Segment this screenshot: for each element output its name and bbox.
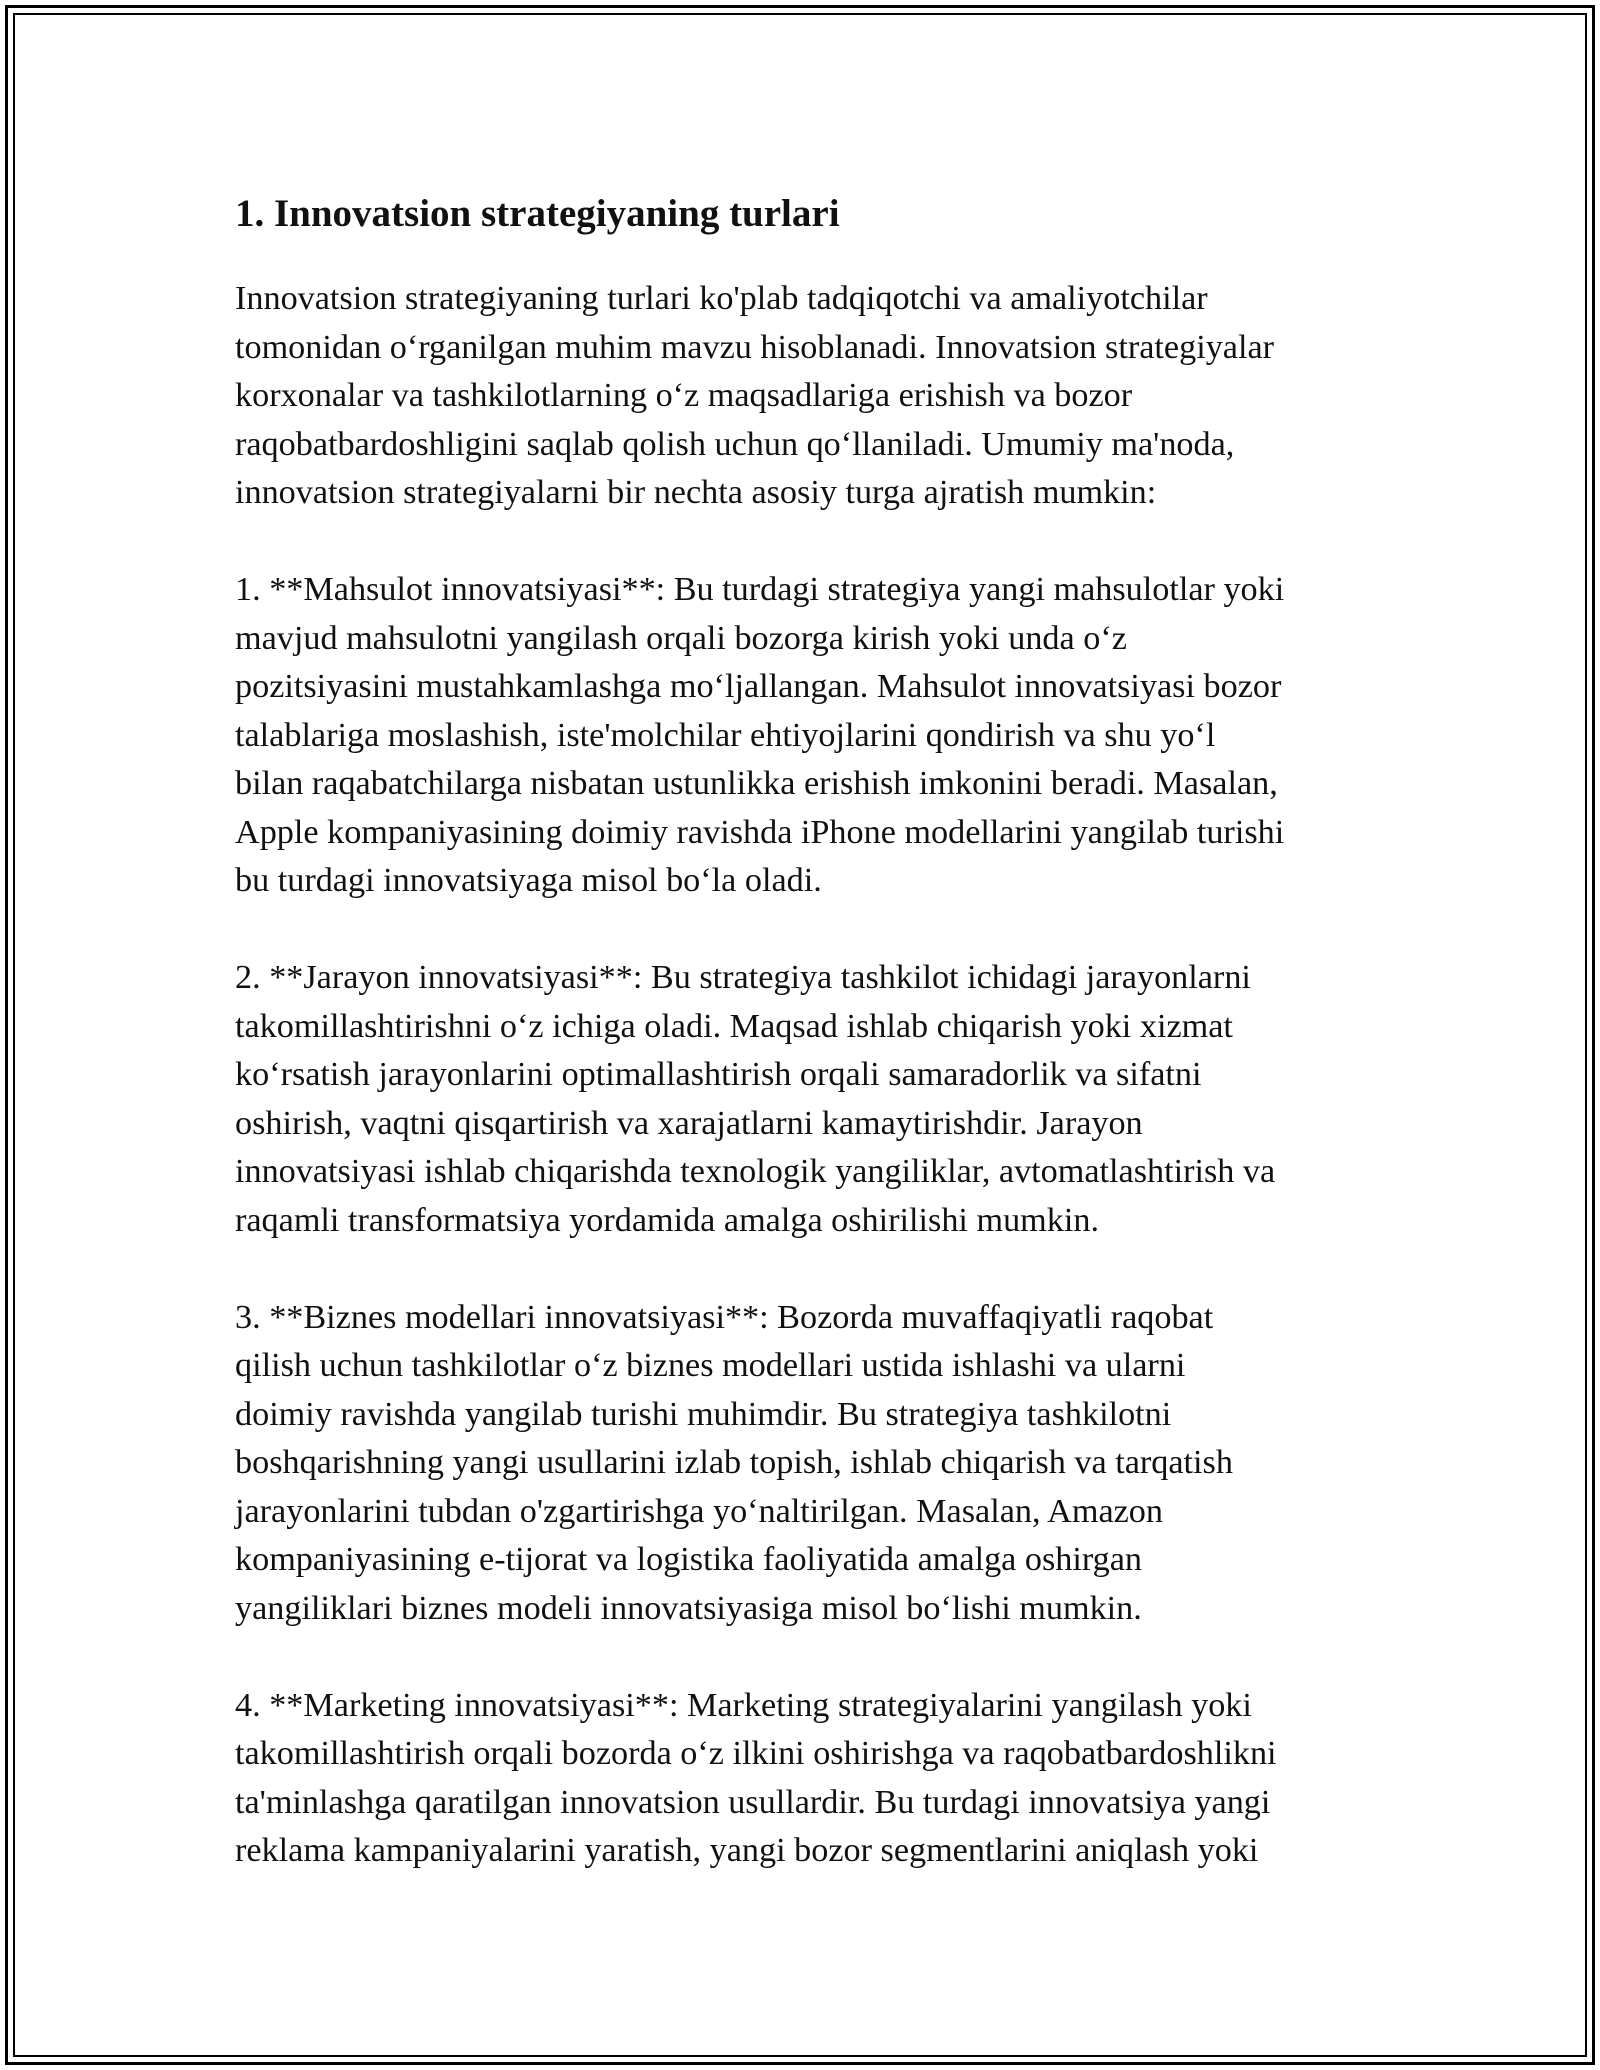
marketing-innovation-paragraph: 4. **Marketing innovatsiyasi**: Marketing strategiyalarini yangilash yoki takomillashtirish orqali bozorda o‘z ilkini oshirishga va raqobatbardoshlikni ta'minlashga qaratilgan innovatsion usullardir. Bu turdagi innovatsiya yangi reklama kampaniyalarini yaratish, yangi bozor segmentlarini aniqlash yoki	[235, 1686, 1277, 1869]
intro-paragraph: Innovatsion strategiyaning turlari ko'plab tadqiqotchi va amaliyotchilar tomonidan o‘rganilgan muhim mavzu hisoblanadi. Innovatsion strategiyalar korxonalar va tashkilotlarning o‘z maqsadlariga erishish va bozor raqobatbardoshligini saqlab qolish uchun qo‘llaniladi. Umumiy ma'noda, innovatsion strategiyalarni bir nechta asosiy turga ajratish mumkin:	[235, 280, 1275, 511]
product-innovation-paragraph: 1. **Mahsulot innovatsiyasi**: Bu turdagi strategiya yangi mahsulotlar yoki mavjud mahsulotni yangilash orqali bozorga kirish yoki unda o‘z pozitsiyasini mustahkamlashga mo‘ljallangan. Mahsulot innovatsiyasi bozor talablariga moslashish, iste'molchilar ehtiyojlarini qondirish va shu yo‘l bilan raqabatchilarga nisbatan ustunlikka erishish imkonini beradi. Masalan, Apple kompaniyasining doimiy ravishda iPhone modellarini yangilab turishi bu turdagi innovatsiyaga misol bo‘la oladi.	[235, 571, 1285, 899]
document-body	[235, 186, 1375, 1924]
process-innovation-paragraph: 2. **Jarayon innovatsiyasi**: Bu strategiya tashkilot ichidagi jarayonlarni takomillashtirishni o‘z ichiga oladi. Maqsad ishlab chiqarish yoki xizmat ko‘rsatish jarayonlarini optimallashtirish orqali samaradorlik va sifatni oshirish, vaqtni qisqartirish va xarajatlarni kamaytirishdir. Jarayon innovatsiyasi ishlab chiqarishda texnologik yangiliklar, avtomatlashtirish va raqamli transformatsiya yordamida amalga oshirilishi mumkin.	[235, 959, 1276, 1239]
business-model-innovation-paragraph: 3. **Biznes modellari innovatsiyasi**: Bozorda muvaffaqiyatli raqobat qilish uchun tashkilotlar o‘z biznes modellari ustida ishlashi va ularni doimiy ravishda yangilab turishi muhimdir. Bu strategiya tashkilotni boshqarishning yangi usullarini izlab topish, ishlab chiqarish va tarqatish jarayonlarini tubdan o'zgartirishga yo‘naltirilgan. Masalan, Amazon kompaniyasining e-tijorat va logistika faoliyatida amalga oshirgan yangiliklari biznes modeli innovatsiyasiga misol bo‘lishi mumkin.	[235, 1298, 1233, 1627]
section-heading: 1. Innovatsion strategiyaning turlari	[235, 192, 840, 235]
